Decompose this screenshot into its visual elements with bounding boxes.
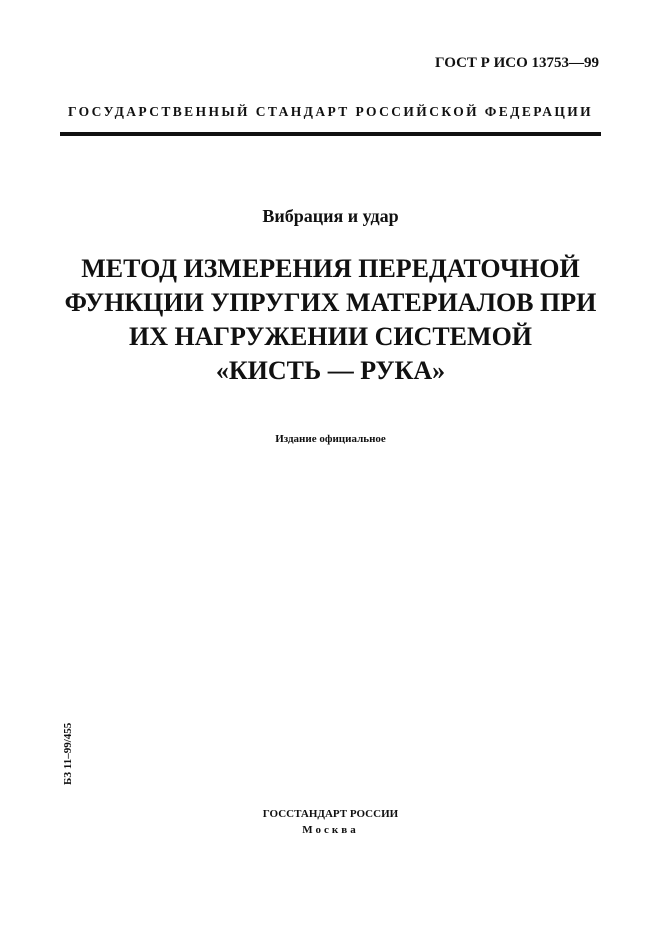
state-standard-heading: ГОСУДАРСТВЕННЫЙ СТАНДАРТ РОССИЙСКОЙ ФЕДЕРАЦИИ	[67, 104, 594, 119]
horizontal-rule	[60, 132, 601, 136]
title-line: ИХ НАГРУЖЕНИИ СИСТЕМОЙ	[128, 322, 533, 351]
city: Москва	[302, 824, 359, 836]
subject-heading: Вибрация и удар	[262, 206, 399, 226]
publisher: ГОССТАНДАРТ РОССИИ	[262, 808, 399, 820]
document-code: ГОСТ Р ИСО 13753—99	[435, 55, 599, 71]
title-line: ФУНКЦИИ УПРУГИХ МАТЕРИАЛОВ ПРИ	[64, 288, 597, 317]
title-line: МЕТОД ИЗМЕРЕНИЯ ПЕРЕДАТОЧНОЙ	[81, 254, 580, 283]
title-line: «КИСТЬ — РУКА»	[215, 356, 446, 385]
edition-note: Издание официальное	[275, 433, 386, 445]
side-code: БЗ 11–99/455	[62, 722, 74, 785]
document-title	[40, 252, 621, 388]
